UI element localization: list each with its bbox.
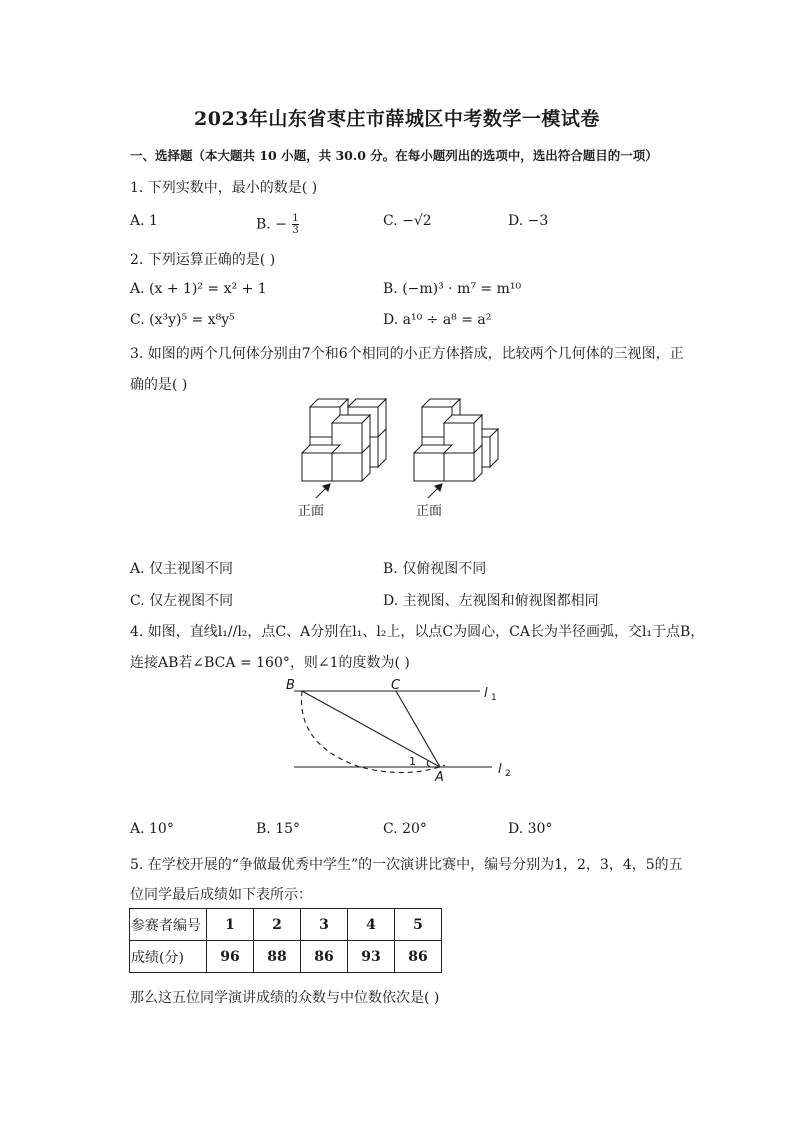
q1-option-c[interactable]: C. −√2 — [383, 213, 432, 229]
question-1-stem: 1. 下列实数中，最小的数是( ) — [130, 180, 318, 196]
question-5-stem-line2: 位同学最后成绩如下表所示： — [130, 887, 312, 903]
table-cell: 2 — [254, 909, 301, 941]
question-3-stem-line1: 3. 如图的两个几何体分别由7个和6个相同的小正方体搭成，比较两个几何体的三视图，正 — [130, 346, 684, 362]
table-row — [130, 909, 442, 941]
q2-option-b[interactable]: B. (−m)³ · m⁷ = m¹⁰ — [383, 281, 522, 297]
segment-ca — [396, 691, 440, 767]
label-b: B — [286, 678, 295, 693]
q1-option-a[interactable]: A. 1 — [130, 213, 158, 229]
table-row — [130, 941, 442, 973]
table-cell: 96 — [207, 941, 254, 973]
label-l1-sub: 1 — [491, 693, 497, 703]
q3-option-d[interactable]: D. 主视图、左视图和俯视图都相同 — [383, 593, 599, 609]
q3-option-c[interactable]: C. 仅左视图不同 — [130, 593, 234, 609]
table-row-header: 参赛者编号 — [130, 909, 207, 941]
q4-option-b[interactable]: B. 15° — [256, 821, 301, 837]
label-l2-sub: 2 — [505, 769, 511, 779]
q1-fraction-numerator: 1 — [292, 213, 299, 224]
question-4-stem-line2: 连接AB若∠BCA = 160°，则∠1的度数为( ) — [130, 655, 410, 671]
table-cell: 1 — [207, 909, 254, 941]
front-label-right: 正面 — [416, 504, 443, 519]
q4-option-a[interactable]: A. 10° — [130, 821, 174, 837]
q1-option-b-prefix: B. − — [256, 216, 287, 233]
label-c: C — [391, 678, 401, 693]
table-cell: 93 — [348, 941, 395, 973]
q3-cubes-figure — [290, 395, 500, 525]
q1-fraction-denominator: 3 — [292, 225, 299, 236]
q1-fraction — [292, 213, 298, 236]
arc-from-c — [301, 691, 445, 773]
table-cell: 3 — [301, 909, 348, 941]
segment-ab — [302, 691, 440, 767]
right-cube-solid — [414, 399, 498, 481]
scores-table — [129, 908, 442, 973]
q3-option-b[interactable]: B. 仅俯视图不同 — [383, 561, 487, 577]
label-angle-1: 1 — [409, 755, 416, 768]
q2-option-a[interactable]: A. (x + 1)² = x² + 1 — [130, 281, 267, 297]
table-cell: 86 — [395, 941, 442, 973]
q1-option-d[interactable]: D. −3 — [508, 213, 549, 229]
q1-option-b[interactable] — [256, 213, 299, 236]
front-label-left: 正面 — [298, 504, 325, 519]
section-header: 一、选择题（本大题共 10 小题，共 30.0 分。在每小题列出的选项中，选出符合题目的一项） — [130, 148, 658, 163]
question-4-stem-line1: 4. 如图，直线l₁//l₂，点C、A分别在l₁、l₂上，以点C为圆心，CA长为半径画弧，交l₁于点B， — [130, 624, 705, 640]
left-cube-solid — [302, 399, 386, 481]
q3-option-a[interactable]: A. 仅主视图不同 — [130, 561, 234, 577]
label-a: A — [435, 770, 444, 785]
table-cell: 4 — [348, 909, 395, 941]
question-3-stem-line2: 确的是( ) — [130, 377, 188, 393]
page-title: 2023年山东省枣庄市薛城区中考数学一模试卷 — [194, 108, 600, 130]
table-cell: 5 — [395, 909, 442, 941]
q2-option-c[interactable]: C. (x³y)⁵ = x⁸y⁵ — [130, 312, 235, 328]
q4-option-d[interactable]: D. 30° — [508, 821, 553, 837]
table-row-header: 成绩(分) — [130, 941, 207, 973]
question-5-after-text: 那么这五位同学演讲成绩的众数与中位数依次是( ) — [130, 990, 440, 1006]
question-5-stem-line1: 5. 在学校开展的“争做最优秀中学生”的一次演讲比赛中，编号分别为1，2，3，4，5的五 — [130, 857, 683, 873]
table-cell: 86 — [301, 941, 348, 973]
q4-geometry-figure — [280, 675, 520, 790]
label-l1: l — [484, 686, 488, 701]
question-2-stem: 2. 下列运算正确的是( ) — [130, 252, 276, 268]
q4-option-c[interactable]: C. 20° — [383, 821, 427, 837]
q2-option-d[interactable]: D. a¹⁰ ÷ a⁸ = a² — [383, 312, 492, 328]
label-l2: l — [498, 762, 502, 777]
table-cell: 88 — [254, 941, 301, 973]
